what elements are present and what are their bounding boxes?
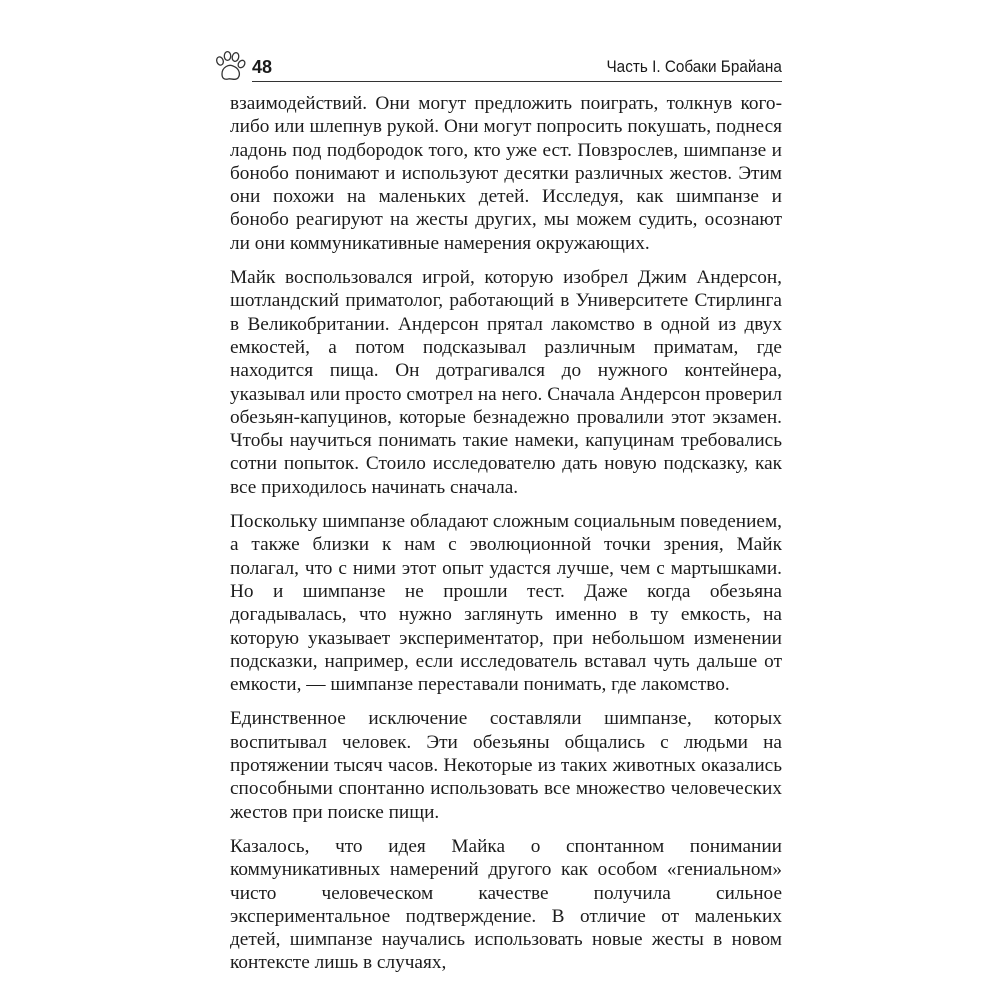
- running-head: Часть I. Собаки Брайана: [606, 57, 782, 76]
- page-number: 48: [252, 57, 273, 77]
- header-rule: [252, 81, 782, 82]
- paw-print-icon: [212, 50, 248, 84]
- paragraph: Поскольку шимпанзе обладают сложным социальным поведением, а также близки к нам с эволюционной точки зрения, Майк полагал, что с ними этот опыт удастся лучше, чем с мартышками. Но и шимпанзе не прошли тест. Даже когда обезьяна догадывалась, что нужно заглянуть именно в ту емкость, на которую указывает экспериментатор, при небольшом изменении подсказки, например, если исследователь вставал чуть дальше от емкости, — шимпанзе переставали понимать, где лакомство.: [230, 511, 782, 696]
- paragraph: взаимодействий. Они могут предложить поиграть, толкнув кого-либо или шлепнув рукой. Они могут попросить покушать, поднеся ладонь под подбородок того, кто уже ест. Повзрослев, шимпанзе и бонобо понимают и используют десятки различных жестов. Этим они похожи на маленьких детей. Исследуя, как шимпанзе и бонобо реагируют на жесты других, мы можем судить, осознают ли они коммуникативные намерения окружающих.: [230, 93, 782, 254]
- paragraph: Казалось, что идея Майка о спонтанном понимании коммуникативных намерений другого как особом «гениальном» чисто человеческом качестве получила сильное экспериментальное подтверждение. В отличие от маленьких детей, шимпанзе научались использовать новые жесты в новом контексте лишь в случаях,: [230, 835, 782, 974]
- page-header: [212, 48, 782, 88]
- body-text: [230, 92, 782, 986]
- paragraph: Майк воспользовался игрой, которую изобрел Джим Андерсон, шотландский приматолог, работающий в Университете Стирлинга в Великобритании. Андерсон прятал лакомство в одной из двух емкостей, а потом подсказывал различным приматам, где находится пища. Он дотрагивался до нужного контейнера, указывал или просто смотрел на него. Сначала Андерсон проверил обезьян-капуцинов, которые безнадежно провалили этот экзамен. Чтобы научиться понимать такие намеки, капуцинам требовались сотни попыток. Стоило исследователю дать новую подсказку, как все приходилось начинать сначала.: [230, 267, 782, 498]
- paragraph: Единственное исключение составляли шимпанзе, которых воспитывал человек. Эти обезьяны общались с людьми на протяжении тысяч часов. Некоторые из таких животных оказались способными спонтанно использовать все множество человеческих жестов при поиске пищи.: [230, 708, 782, 823]
